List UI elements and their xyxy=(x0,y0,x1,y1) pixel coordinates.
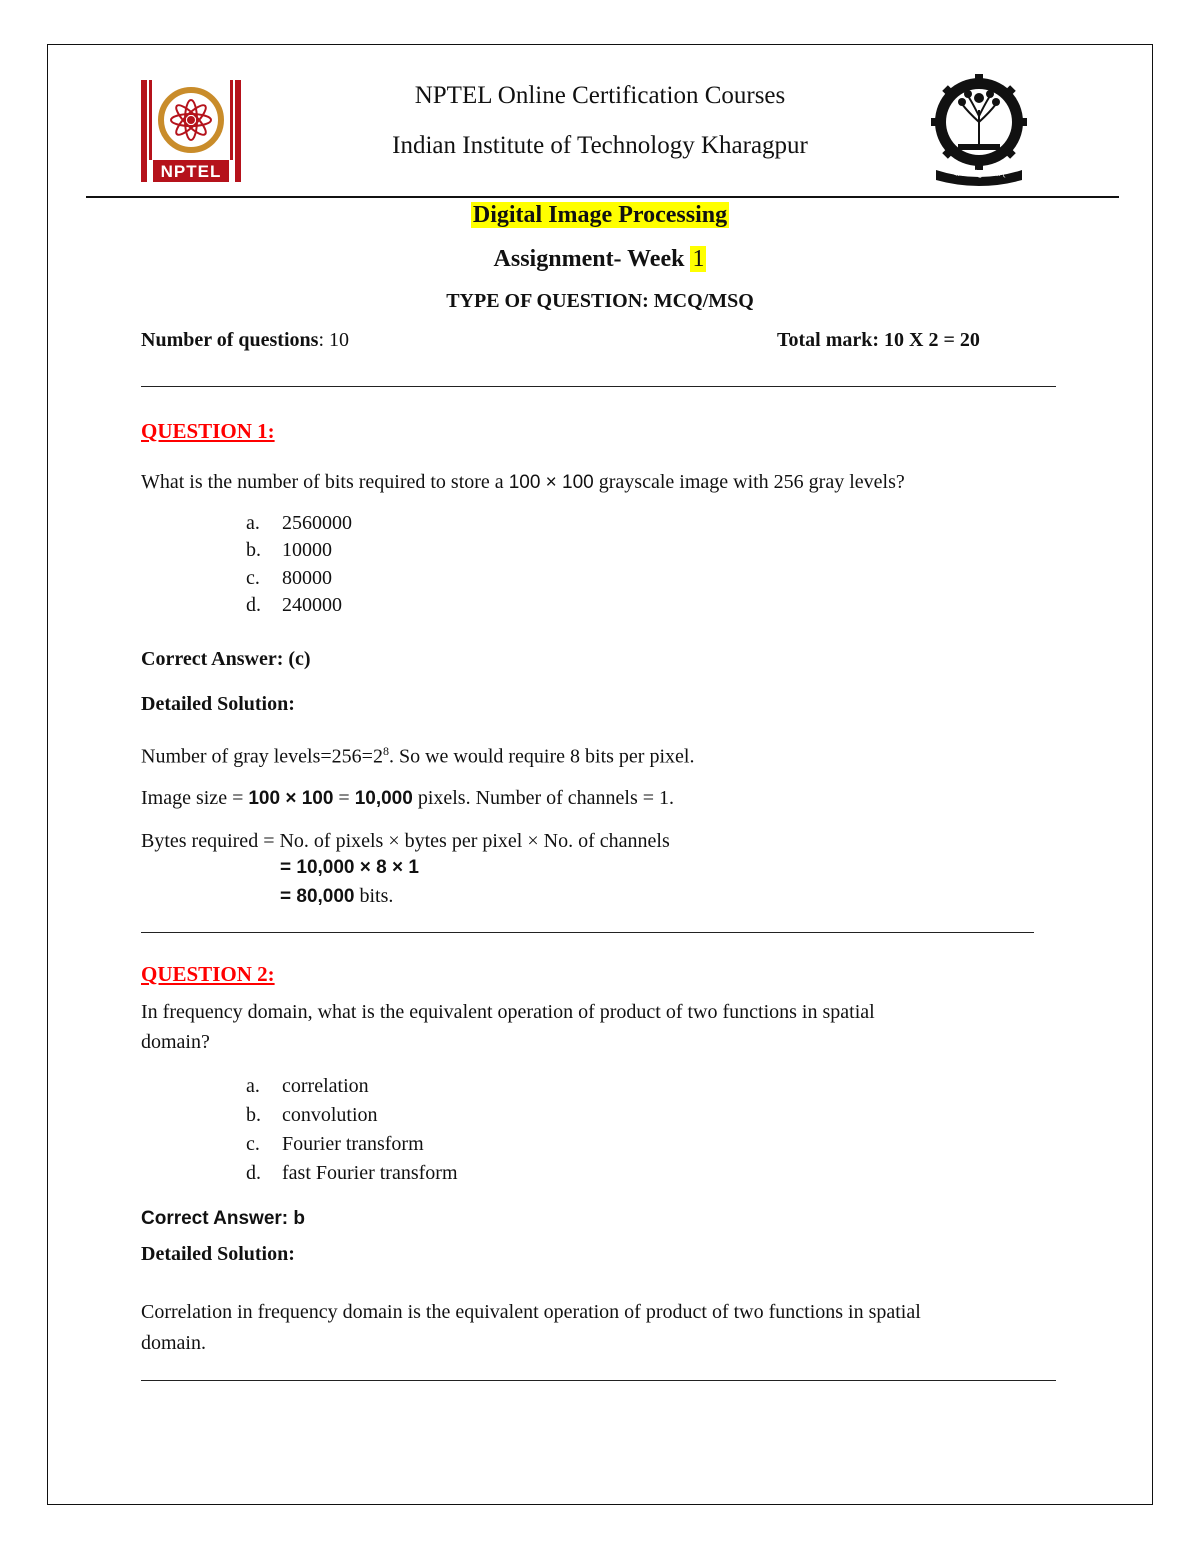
option-letter: b. xyxy=(246,539,261,561)
sol-superscript: 8 xyxy=(382,744,389,758)
header-line2: Indian Institute of Technology Kharagpur xyxy=(392,132,808,159)
sol-text: bits. xyxy=(354,885,394,907)
q1-option-b xyxy=(246,539,332,562)
question-2-solution-label: Detailed Solution: xyxy=(141,1243,295,1265)
divider-top xyxy=(141,386,1056,387)
assignment-title xyxy=(0,246,1200,273)
number-of-questions-value: : 10 xyxy=(318,329,349,351)
question-1-solution-label: Detailed Solution: xyxy=(141,693,295,715)
option-text: 240000 xyxy=(282,594,342,616)
q1-option-c xyxy=(246,567,332,590)
q1-option-a xyxy=(246,512,352,535)
course-title xyxy=(0,202,1200,229)
sol-text: Image size = xyxy=(141,787,249,809)
question-1-answer: Correct Answer: (c) xyxy=(141,648,311,670)
number-of-questions xyxy=(141,329,349,352)
option-letter: c. xyxy=(246,1133,260,1155)
q2-option-b xyxy=(246,1104,378,1127)
question-1-text-math: 100 × 100 xyxy=(508,472,594,493)
option-text: Fourier transform xyxy=(282,1133,424,1155)
sol-text: pixels. Number of channels = 1. xyxy=(412,787,675,809)
total-mark: Total mark: 10 X 2 = 20 xyxy=(777,329,980,351)
question-1-solution-line5 xyxy=(280,885,393,908)
question-1-text-b: grayscale image with 256 gray levels? xyxy=(593,471,905,493)
question-1-solution-line2 xyxy=(141,787,674,810)
iit-motto: योगः कर्मसु कौशलम् xyxy=(953,170,1005,178)
sol-text: Number of gray levels=256=2 xyxy=(141,745,383,768)
option-text: 80000 xyxy=(282,567,332,589)
option-letter: c. xyxy=(246,567,260,589)
header-divider xyxy=(86,196,1119,198)
assignment-prefix: Assignment- Week xyxy=(493,246,691,272)
option-text: 10000 xyxy=(282,539,332,561)
option-letter: a. xyxy=(246,1075,260,1097)
q2-option-d xyxy=(246,1162,458,1185)
question-2-solution-line1: Correlation in frequency domain is the equivalent operation of product of two functions in spatial xyxy=(141,1301,921,1323)
sol-text: . So we would require 8 bits per pixel. xyxy=(388,745,695,768)
sol-text: = xyxy=(333,787,355,809)
question-1-solution-line3: Bytes required = No. of pixels × bytes per pixel × No. of channels xyxy=(141,830,670,852)
sol-math: 10,000 xyxy=(354,788,413,809)
question-1-text-a: What is the number of bits required to store a xyxy=(141,471,509,493)
question-2-solution-line2: domain. xyxy=(141,1332,206,1354)
question-1-text xyxy=(141,471,905,494)
question-2-heading: QUESTION 2: xyxy=(141,962,275,986)
assignment-week: 1 xyxy=(692,246,705,272)
question-1-solution-line1 xyxy=(141,744,694,769)
question-1-heading: QUESTION 1: xyxy=(141,419,275,443)
option-text: correlation xyxy=(282,1075,369,1097)
nptel-logo-text: NPTEL xyxy=(160,162,222,181)
option-text: 2560000 xyxy=(282,512,352,534)
divider-q2 xyxy=(141,1380,1056,1381)
option-letter: d. xyxy=(246,594,261,616)
header-line1: NPTEL Online Certification Courses xyxy=(414,82,786,109)
question-1-solution-line4: = 10,000 × 8 × 1 xyxy=(280,857,419,878)
option-letter: d. xyxy=(246,1162,261,1184)
question-2-text-line1: In frequency domain, what is the equivalent operation of product of two functions in spatial xyxy=(141,1001,875,1023)
question-2-answer: Correct Answer: b xyxy=(141,1208,305,1229)
course-title-text: Digital Image Processing xyxy=(472,202,728,228)
sol-math: = 80,000 xyxy=(280,886,355,907)
option-letter: b. xyxy=(246,1104,261,1126)
q2-option-a xyxy=(246,1075,369,1098)
option-text: convolution xyxy=(282,1104,378,1126)
divider-q1 xyxy=(141,932,1034,933)
option-letter: a. xyxy=(246,512,260,534)
q2-option-c xyxy=(246,1133,424,1156)
question-2-text-line2: domain? xyxy=(141,1031,210,1053)
q1-option-d xyxy=(246,594,342,617)
sol-math: 100 × 100 xyxy=(248,788,334,809)
option-text: fast Fourier transform xyxy=(282,1162,458,1184)
question-type: TYPE OF QUESTION: MCQ/MSQ xyxy=(446,290,754,312)
number-of-questions-label: Number of questions xyxy=(141,329,319,351)
